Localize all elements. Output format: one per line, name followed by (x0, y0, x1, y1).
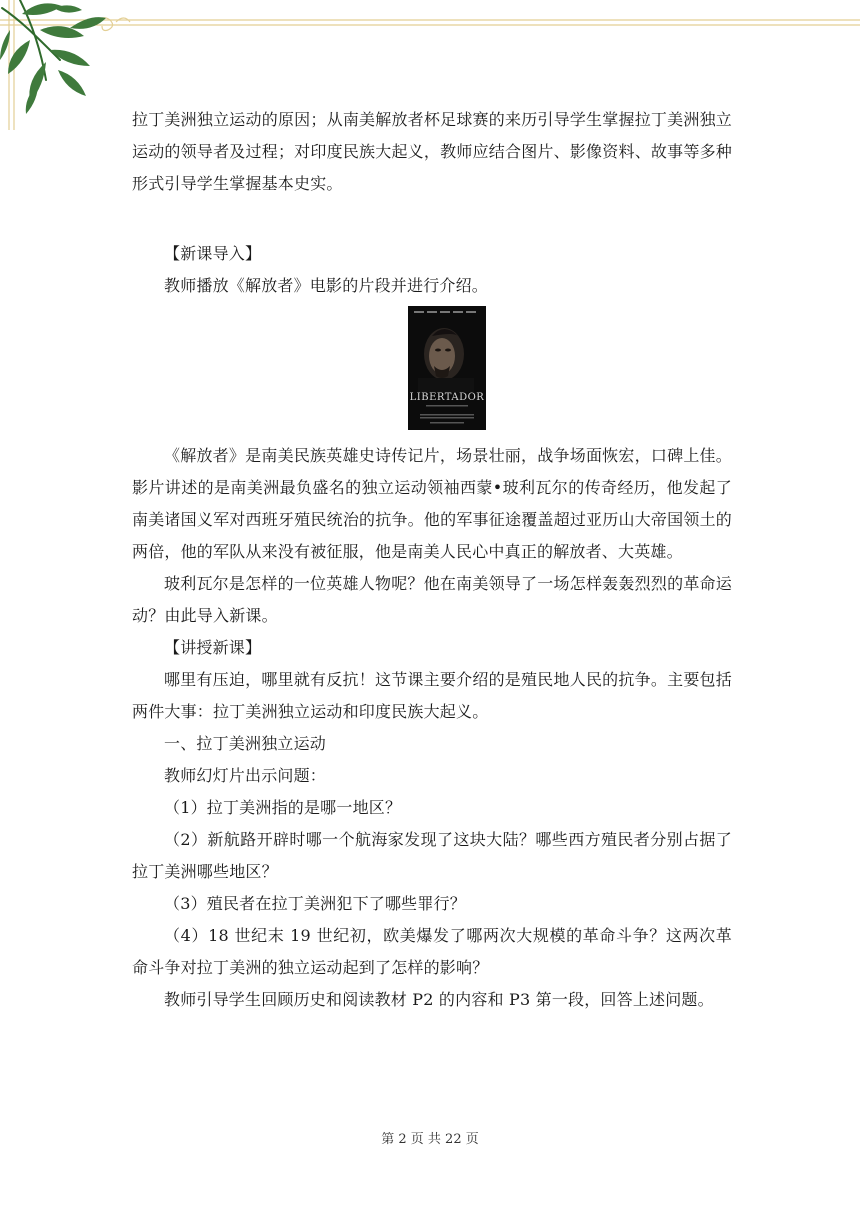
question-2: （2）新航路开辟时哪一个航海家发现了这块大陆？哪些西方殖民者分别占据了拉丁美洲哪些地区？ (132, 830, 732, 881)
paragraph-oppression: 哪里有压迫，哪里就有反抗！这节课主要介绍的是殖民地人民的抗争。主要包括两件大事：拉丁美洲独立运动和印度民族大起义。 (132, 670, 732, 721)
page-number-footer: 第 2 页 共 22 页 (381, 1132, 479, 1147)
document-body (132, 104, 732, 1016)
question-4: （4）18 世纪末 19 世纪初，欧美爆发了哪两次大规模的革命斗争？这两次革命斗争对拉丁美洲的独立运动起到了怎样的影响？ (132, 926, 732, 977)
movie-poster-image-icon (408, 306, 486, 430)
poster-figure (132, 304, 732, 434)
paragraph-intro-method: 拉丁美洲独立运动的原因；从南美解放者杯足球赛的来历引导学生掌握拉丁美洲独立运动的领导者及过程；对印度民族大起义，教师应结合图片、影像资料、故事等多种形式引导学生掌握基本史实。 (132, 110, 732, 193)
heading-new-lesson-intro: 【新课导入】 (164, 244, 262, 263)
section-heading-latin-america: 一、拉丁美洲独立运动 (164, 734, 327, 753)
question-1: （1）拉丁美洲指的是哪一地区？ (164, 798, 402, 817)
heading-teach-new-lesson: 【讲授新课】 (164, 638, 262, 657)
poster-title: LIBERTADOR (409, 392, 485, 403)
paragraph-film-description: 《解放者》是南美民族英雄史诗传记片，场景壮丽，战争场面恢宏，口碑上佳。影片讲述的是南美洲最负盛名的独立运动领袖西蒙•玻利瓦尔的传奇经历，他发起了南美诸国义军对西班牙殖民统治的抗争。他的军事征途覆盖超过亚历山大帝国领土的两倍，他的军队从来没有被征服，他是南美人民心中真正的解放者、大英雄。 (132, 446, 732, 561)
paragraph-gap (132, 200, 732, 238)
paragraph-guide-students: 教师引导学生回顾历史和阅读教材 P2 的内容和 P3 第一段，回答上述问题。 (164, 990, 714, 1009)
paragraph-bolivar-question: 玻利瓦尔是怎样的一位英雄人物呢？他在南美领导了一场怎样轰轰烈烈的革命运动？由此导入新课。 (132, 574, 732, 625)
paragraph-slide-questions: 教师幻灯片出示问题： (164, 766, 327, 785)
question-3: （3）殖民者在拉丁美洲犯下了哪些罪行？ (164, 894, 466, 913)
paragraph-play-film: 教师播放《解放者》电影的片段并进行介绍。 (164, 276, 489, 295)
